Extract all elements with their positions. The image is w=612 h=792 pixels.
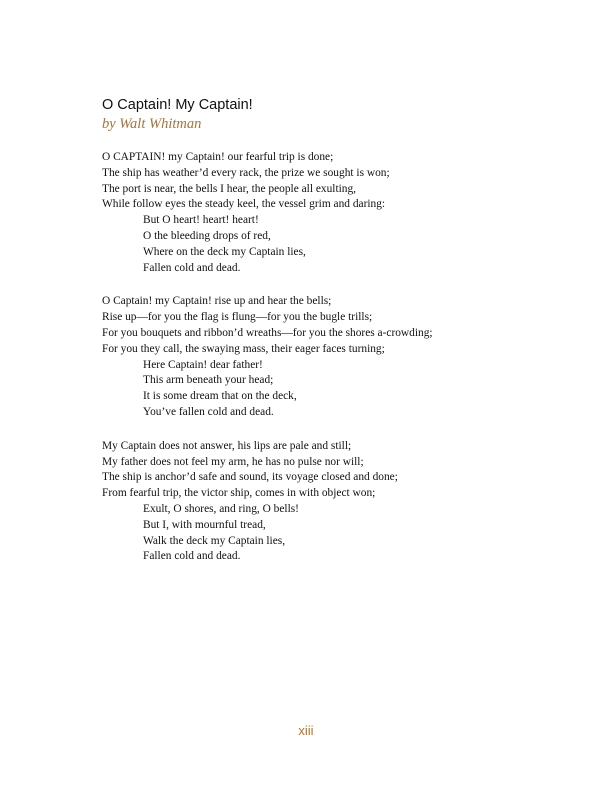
poem-line-indented: O the bleeding drops of red, [143,229,271,242]
poem-line-indented: It is some dream that on the deck, [143,390,297,403]
poem-line: The ship is anchor’d safe and sound, its voyage closed and done; [102,471,398,484]
stanza [102,294,582,420]
stanza [102,439,582,565]
stanza [102,150,582,276]
poem-line: My father does not feel my arm, he has no pulse nor will; [102,455,364,468]
page-number: xiii [298,723,314,738]
poem-line: O CAPTAIN! my Captain! our fearful trip is done; [102,151,334,163]
poem-line: While follow eyes the steady keel, the vessel grim and daring: [102,198,386,211]
poem-line: For you bouquets and ribbon’d wreaths—for you the shores a-crowding; [102,326,433,339]
poem-line-indented: Here Captain! dear father! [143,358,263,371]
poem-line: The port is near, the bells I hear, the people all exulting, [102,182,357,195]
poem-line-indented: You’ve fallen cold and dead. [143,405,274,418]
poem-line-indented: Exult, O shores, and ring, O bells! [143,502,299,515]
poem-line: Rise up—for you the flag is flung—for you the bugle trills; [102,311,373,324]
poem-line: For you they call, the swaying mass, their eager faces turning; [102,342,385,355]
poem-line-indented: But O heart! heart! heart! [143,214,259,227]
poem-line-indented: Walk the deck my Captain lies, [143,534,286,547]
poem-line: My Captain does not answer, his lips are pale and still; [102,439,352,452]
poem-body [102,150,582,583]
poem-line: The ship has weather’d every rack, the prize we sought is won; [102,166,390,179]
poem-line: O Captain! my Captain! rise up and hear the bells; [102,295,332,308]
poem-byline: by Walt Whitman [102,116,202,132]
poem-line-indented: Where on the deck my Captain lies, [143,245,306,258]
poem-title: O Captain! My Captain! [102,97,253,113]
poem-line: From fearful trip, the victor ship, comes in with object won; [102,487,376,500]
poem-line-indented: Fallen cold and dead. [143,261,241,274]
poem-line-indented: Fallen cold and dead. [143,550,241,563]
poem-line-indented: But I, with mournful tread, [143,518,266,531]
poem-line-indented: This arm beneath your head; [143,374,274,387]
